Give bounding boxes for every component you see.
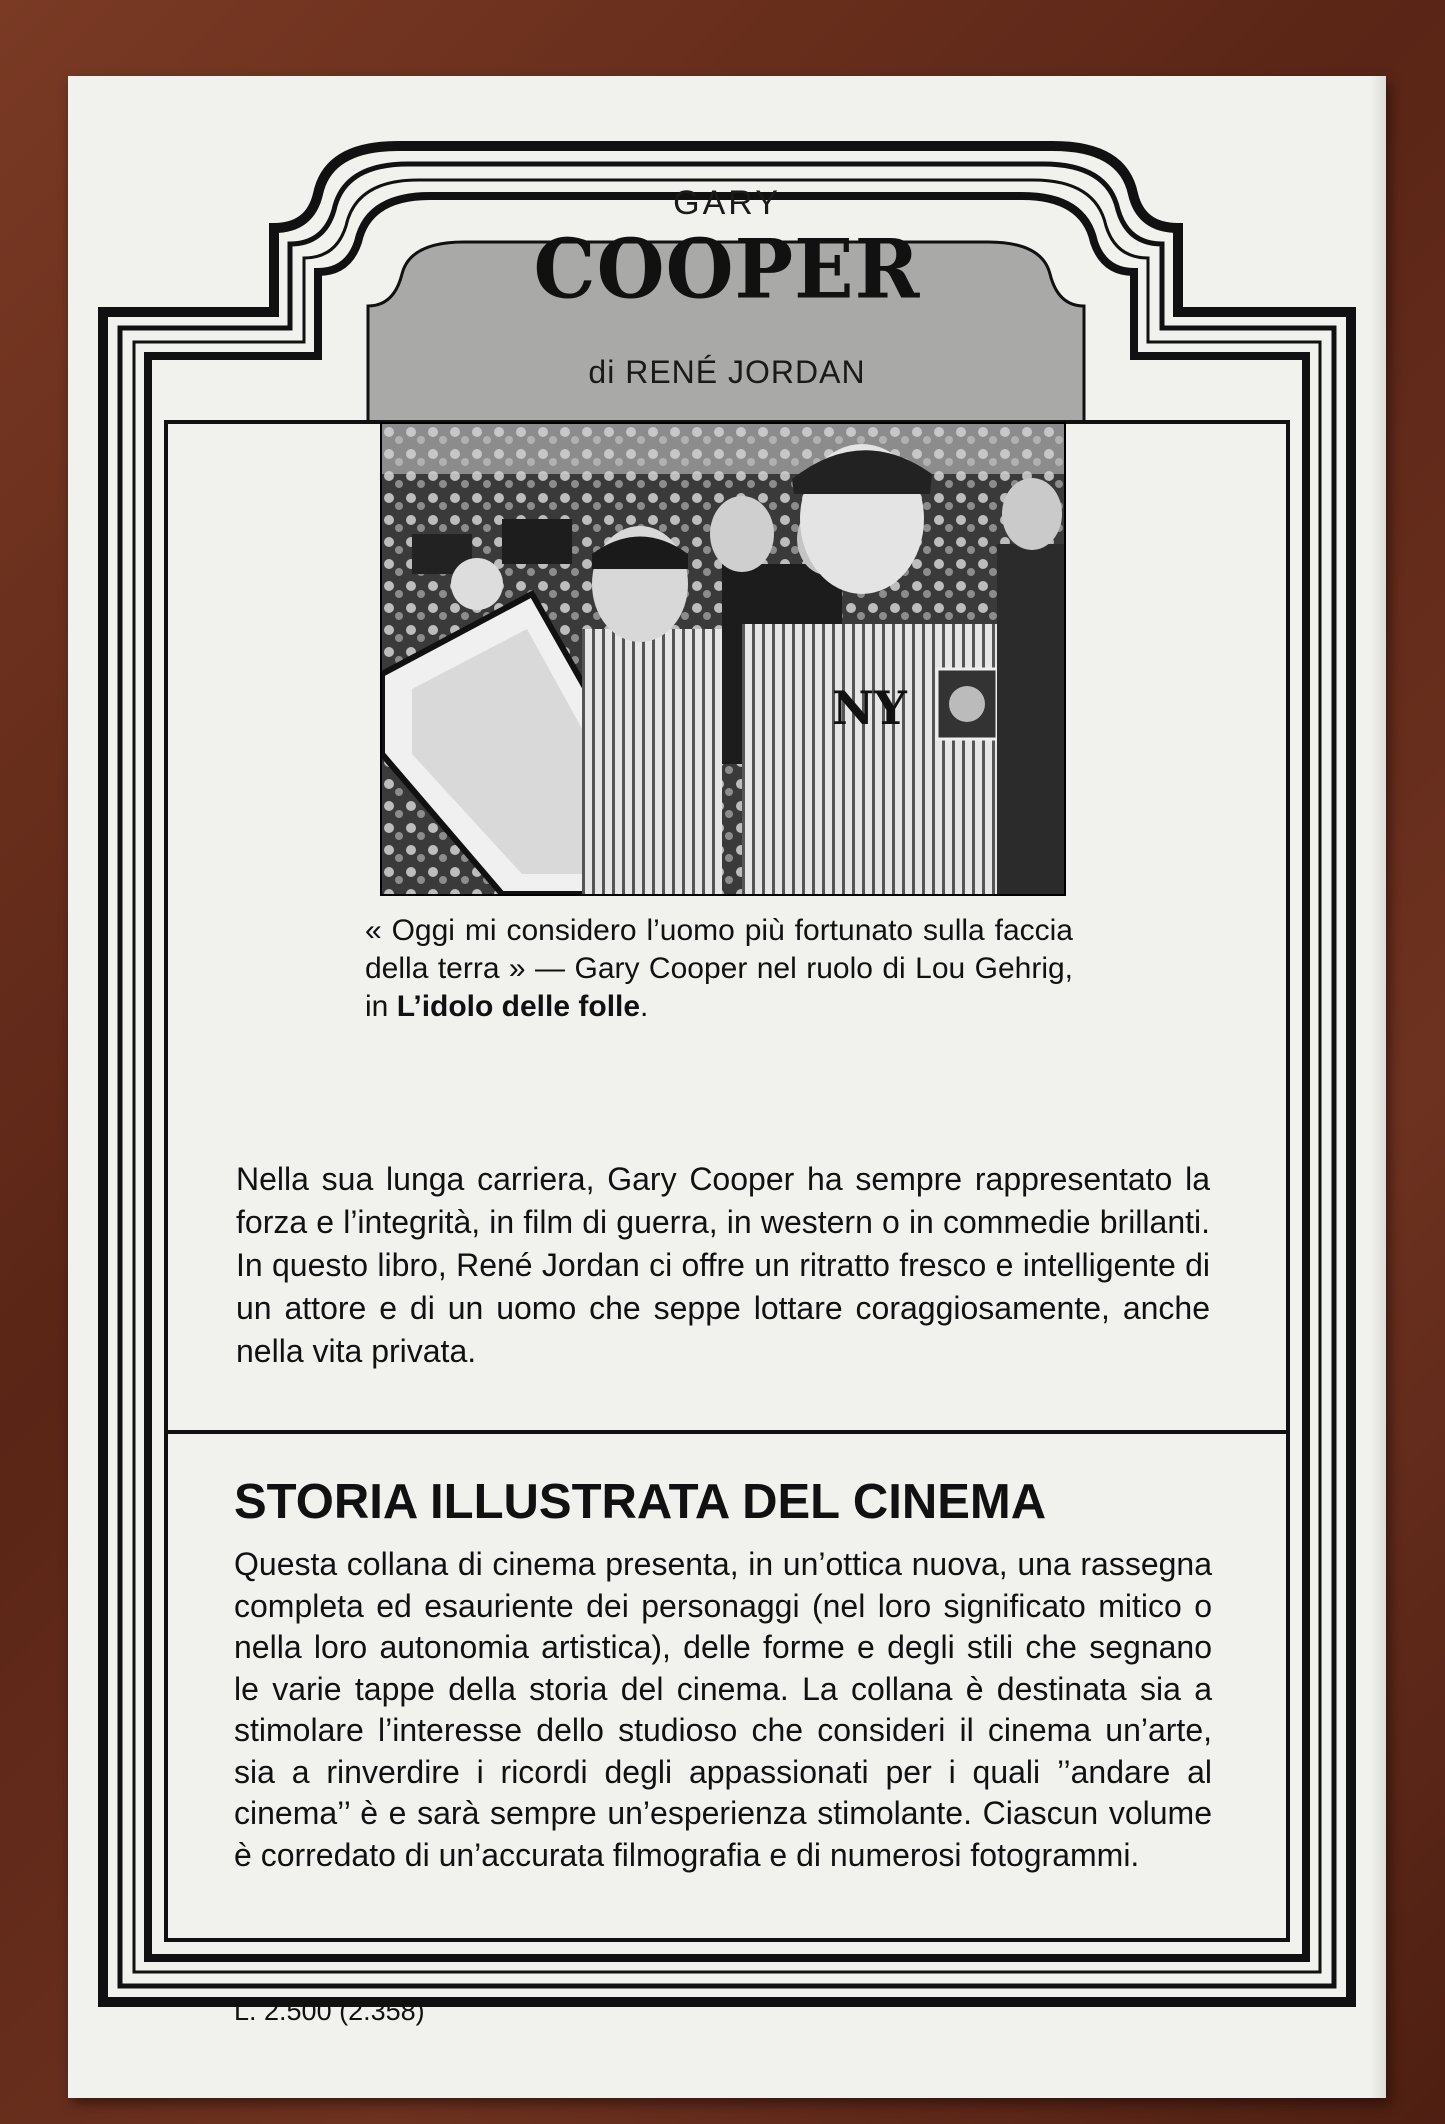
- header-last-name: COOPER: [533, 221, 921, 318]
- photo-still-icon: [382, 424, 1064, 894]
- caption-film-title: L’idolo delle folle: [396, 990, 641, 1023]
- book-back-cover: [68, 76, 1386, 2098]
- header-first-name: GARY: [673, 184, 781, 222]
- header-author: di RENÉ JORDAN: [588, 354, 866, 390]
- cap-monogram: NY: [832, 681, 907, 735]
- series-description: Questa collana di cinema presenta, in un’ottica nuova, una rassegna completa ed esauriente dei personaggi (nel loro significato mitico o nella loro autonomia artistica), delle forme e degli stili che segnano le varie tappe della storia del cinema. La collana è destinata sia a stimolare l’interesse dello studioso che consideri il cinema un’arte, sia a rinverdire i ricordi degli appassionati per i quali ’’andare al cinema’’ è e sarà sempre un’esperienza stimolante. Ciascun volume è corredato di un’accurata filmografia e di numerosi fotogrammi.: [234, 1546, 1212, 1873]
- caption-text: « Oggi mi considero l’uomo più fortunato sulla faccia della terra » — Gary Cooper nel ruolo di Lou Gehrig, in: [365, 914, 1073, 1023]
- photo-caption: [365, 912, 1073, 1026]
- film-still-photo: [380, 422, 1066, 896]
- series-title: STORIA ILLUSTRATA DEL CINEMA: [234, 1475, 1047, 1529]
- price-label: L. 2.500 (2.358): [234, 1996, 425, 2026]
- book-summary: Nella sua lunga carriera, Gary Cooper ha sempre rappresentato la forza e l’integrità, in film di guerra, in western o in commedie brillanti. In questo libro, René Jordan ci offre un ritratto fresco e intelligente di un attore e di un uomo che seppe lottare coraggiosamente, anche nella vita privata.: [236, 1161, 1210, 1369]
- caption-end: .: [640, 990, 649, 1023]
